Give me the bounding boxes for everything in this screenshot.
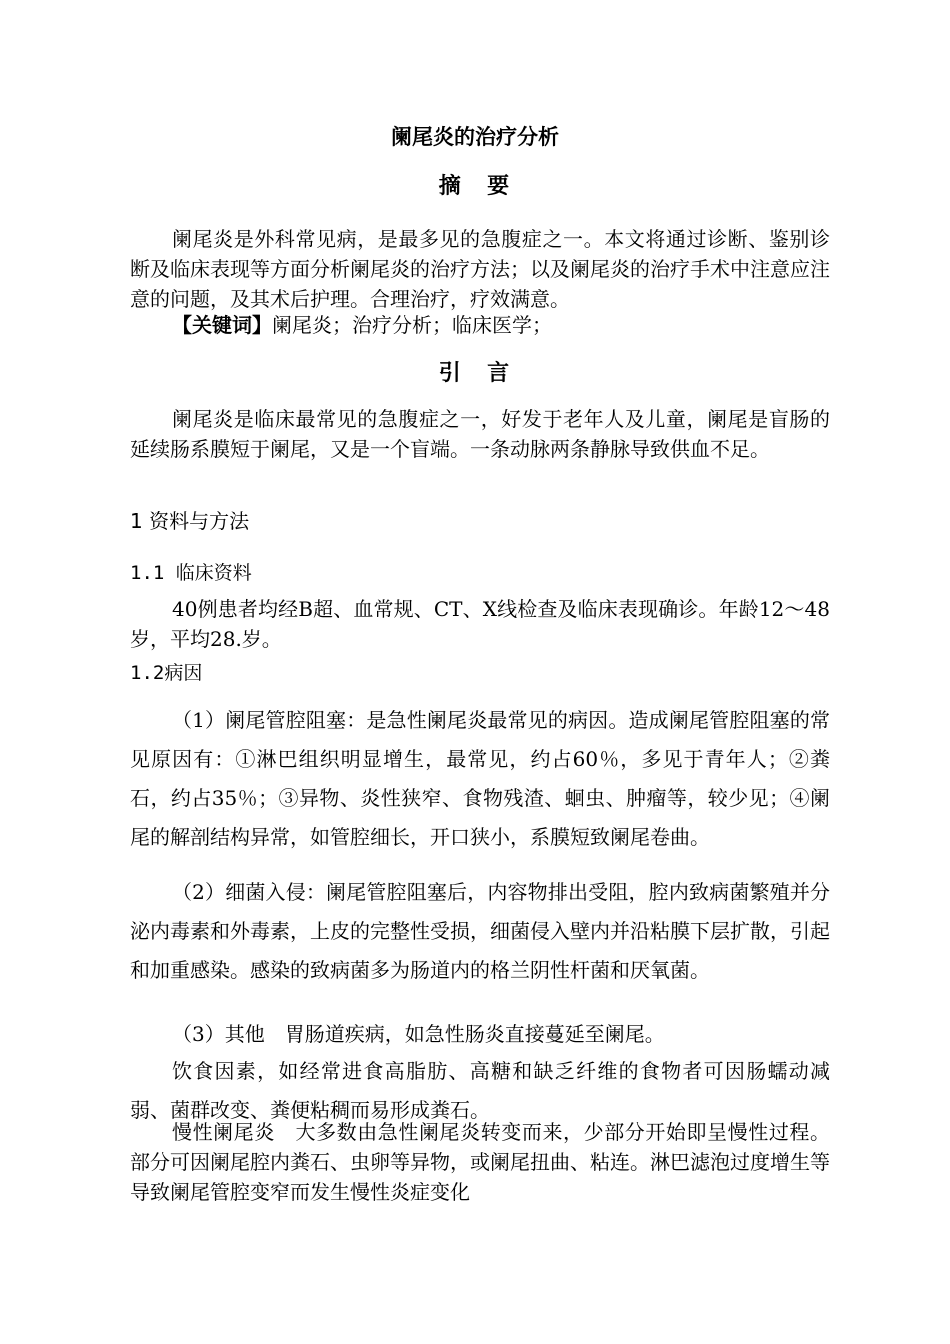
cause-paragraph-2: （2）细菌入侵：阑尾管腔阻塞后，内容物排出受阻，腔内致病菌繁殖并分泌内毒素和外毒素，上皮的完整性受损，细菌侵入壁内并沿粘膜下层扩散，引起和加重感染。感染的致病菌多为肠道内的格兰阴性杆菌和厌氧菌。 [130,880,830,982]
section-1-heading: 1 资料与方法 [130,509,250,533]
cause-paragraph-3: （3）其他 胃肠道疾病，如急性肠炎直接蔓延至阑尾。 [172,1022,665,1046]
cause-paragraph-4: 饮食因素，如经常进食高脂肪、高糖和缺乏纤维的食物者可因肠蠕动减弱、菌群改变、粪便粘稠而易形成粪石。 [130,1059,830,1122]
intro-text: 阑尾炎是临床最常见的急腹症之一，好发于老年人及儿童，阑尾是盲肠的延续肠系膜短于阑尾，又是一个盲端。一条动脉两条静脉导致供血不足。 [130,407,830,461]
keywords-line [172,310,832,340]
section-1-2-heading: 1.2病因 [130,662,203,684]
section-1-1-heading: 1.1 临床资料 [130,562,252,584]
clinical-data-text: 40例患者均经B超、血常规、CT、X线检查及临床表现确诊。年龄12～48岁，平均28.岁。 [130,597,830,651]
keywords-label: 【关键词】 [172,313,272,337]
abstract-heading: 摘 要 [438,174,512,199]
chronic-appendicitis-paragraph: 慢性阑尾炎 大多数由急性阑尾炎转变而来，少部分开始即呈慢性过程。部分可因阑尾腔内粪石、虫卵等异物，或阑尾扭曲、粘连。淋巴滤泡过度增生等导致阑尾管腔变窄而发生慢性炎症变化 [130,1120,830,1204]
abstract-text: 阑尾炎是外科常见病，是最多见的急腹症之一。本文将通过诊断、鉴别诊断及临床表现等方面分析阑尾炎的治疗方法；以及阑尾炎的治疗手术中注意应注意的问题，及其术后护理。合理治疗，疗效满意。 [130,227,830,311]
keywords-text: 阑尾炎；治疗分析；临床医学； [272,313,552,337]
intro-heading: 引 言 [438,361,512,386]
document-title: 阑尾炎的治疗分析 [391,125,559,149]
cause-paragraph-1: （1）阑尾管腔阻塞：是急性阑尾炎最常见的病因。造成阑尾管腔阻塞的常见原因有：①淋巴组织明显增生，最常见，约占60％，多见于青年人；②粪石，约占35％；③异物、炎性狭窄、食物残渣、蛔虫、肿瘤等，较少见；④阑尾的解剖结构异常，如管腔细长，开口狭小，系膜短致阑尾卷曲。 [130,708,830,849]
